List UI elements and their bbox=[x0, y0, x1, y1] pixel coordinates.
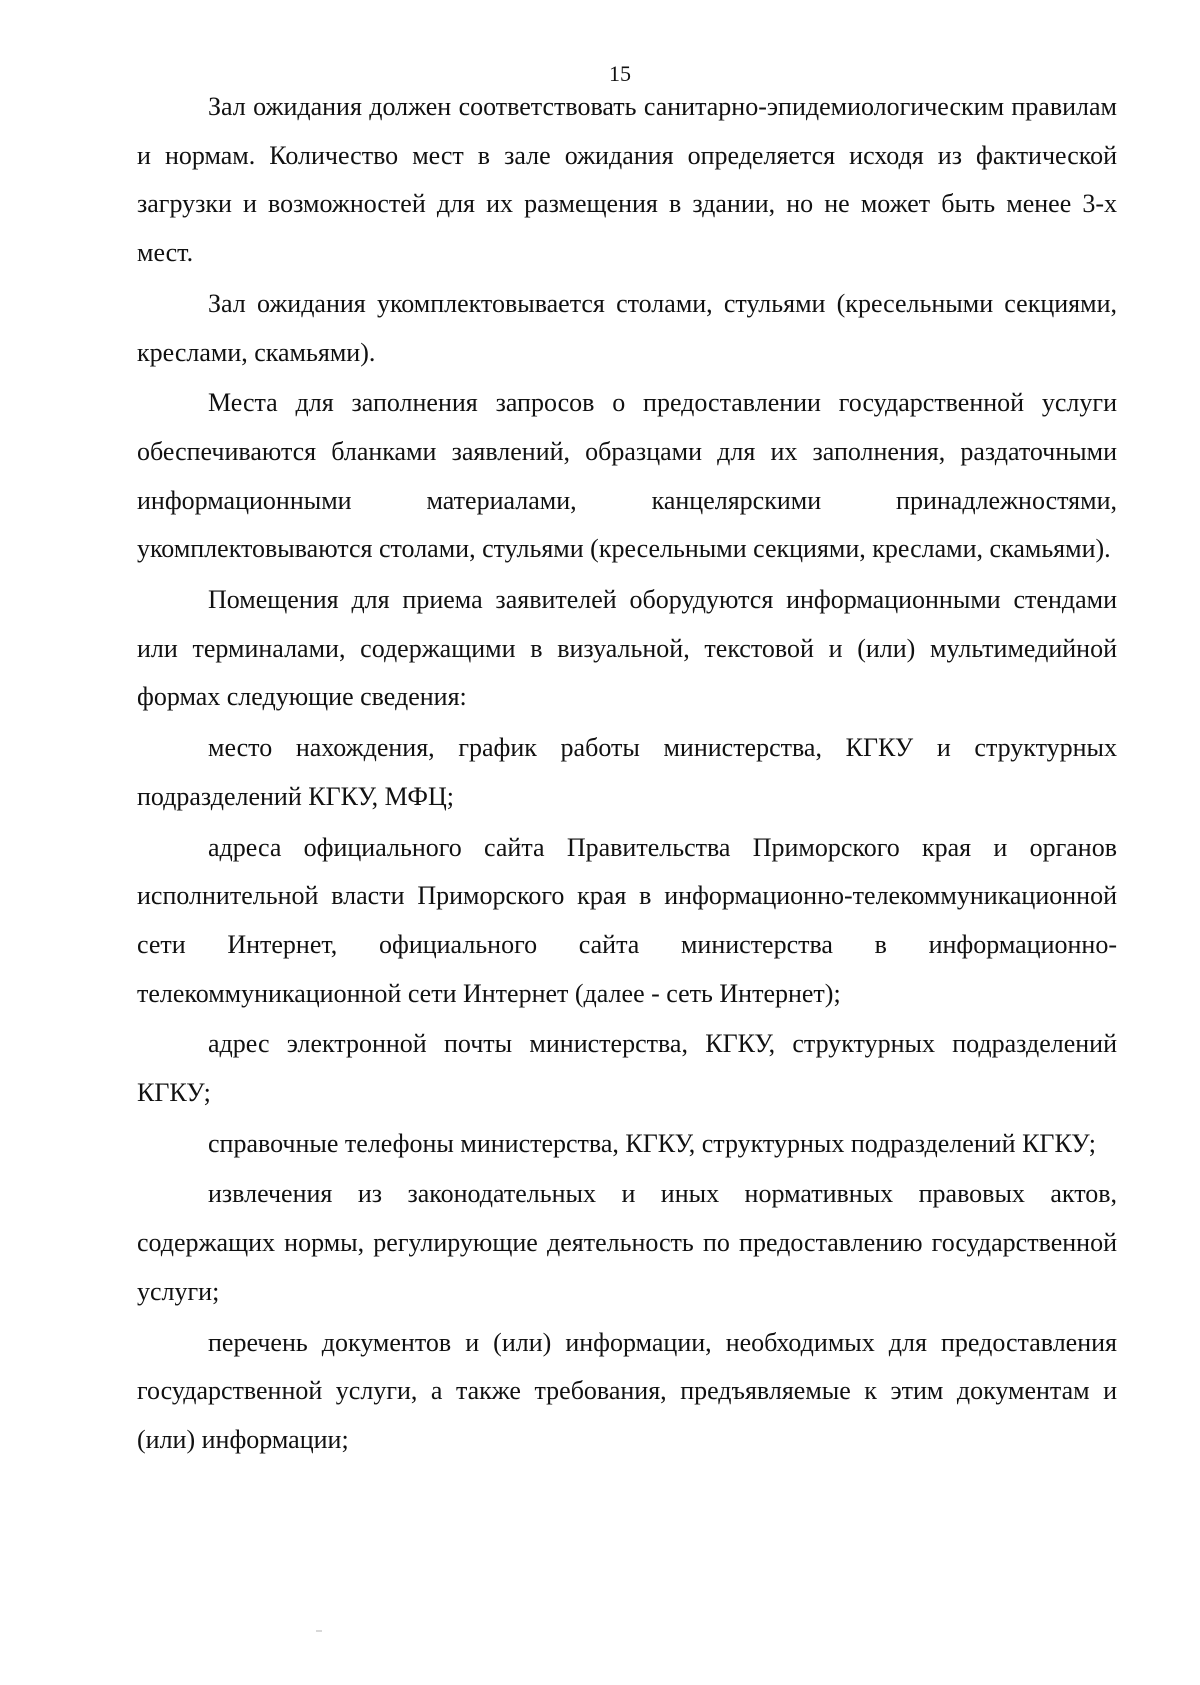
paragraph-waiting-hall-furniture: Зал ожидания укомплектовывается столами, стульями (кресельными секциями, креслами, скамьями). bbox=[137, 288, 1117, 367]
list-item-legal-extracts: извлечения из законодательных и иных нормативных правовых актов, содержащих нормы, регулирующие деятельность по предоставлению государственной услуги; bbox=[137, 1179, 1117, 1306]
list-item-location-schedule: место нахождения, график работы министерства, КГКУ и структурных подразделений КГКУ, МФЦ; bbox=[137, 733, 1117, 811]
paragraph-waiting-hall-norms: Зал ожидания должен соответствовать санитарно-эпидемиологическим правилам и нормам. Количество мест в зале ожидания определяется исходя из фактической загрузки и возможностей для их размещения в здании, но не может быть менее 3-х мест. bbox=[137, 92, 1117, 268]
paragraph-reception-rooms-info: Помещения для приема заявителей оборудуются информационными стендами или терминалами, содержащими в визуальной, текстовой и (или) мультимедийной формах следующие сведения: bbox=[137, 585, 1117, 712]
list-item-required-documents: перечень документов и (или) информации, необходимых для предоставления государственной услуги, а также требования, предъявляемые к этим документам и (или) информации; bbox=[137, 1327, 1117, 1454]
paragraph-request-filling-places: Места для заполнения запросов о предоставлении государственной услуги обеспечиваются бланками заявлений, образцами для их заполнения, раздаточными информационными материалами, канцелярскими принадлежностями, укомплектовываются столами, стульями (кресельными секциями, креслами, скамьями). bbox=[137, 388, 1117, 564]
document-body bbox=[137, 83, 1117, 1467]
page-number: 15 bbox=[609, 61, 631, 86]
list-item-email-address: адрес электронной почты министерства, КГКУ, структурных подразделений КГКУ; bbox=[137, 1029, 1117, 1108]
scan-artifact bbox=[316, 1630, 322, 1632]
list-item-official-sites: адреса официального сайта Правительства Приморского края и органов исполнительной власти Приморского края в информационно-телекоммуникационной сети Интернет, официального сайта министерства в информационно-телекоммуникационной сети Интернет (далее - сеть Интернет); bbox=[137, 832, 1117, 1008]
list-item-reference-phones: справочные телефоны министерства, КГКУ, структурных подразделений КГКУ; bbox=[208, 1128, 1096, 1158]
